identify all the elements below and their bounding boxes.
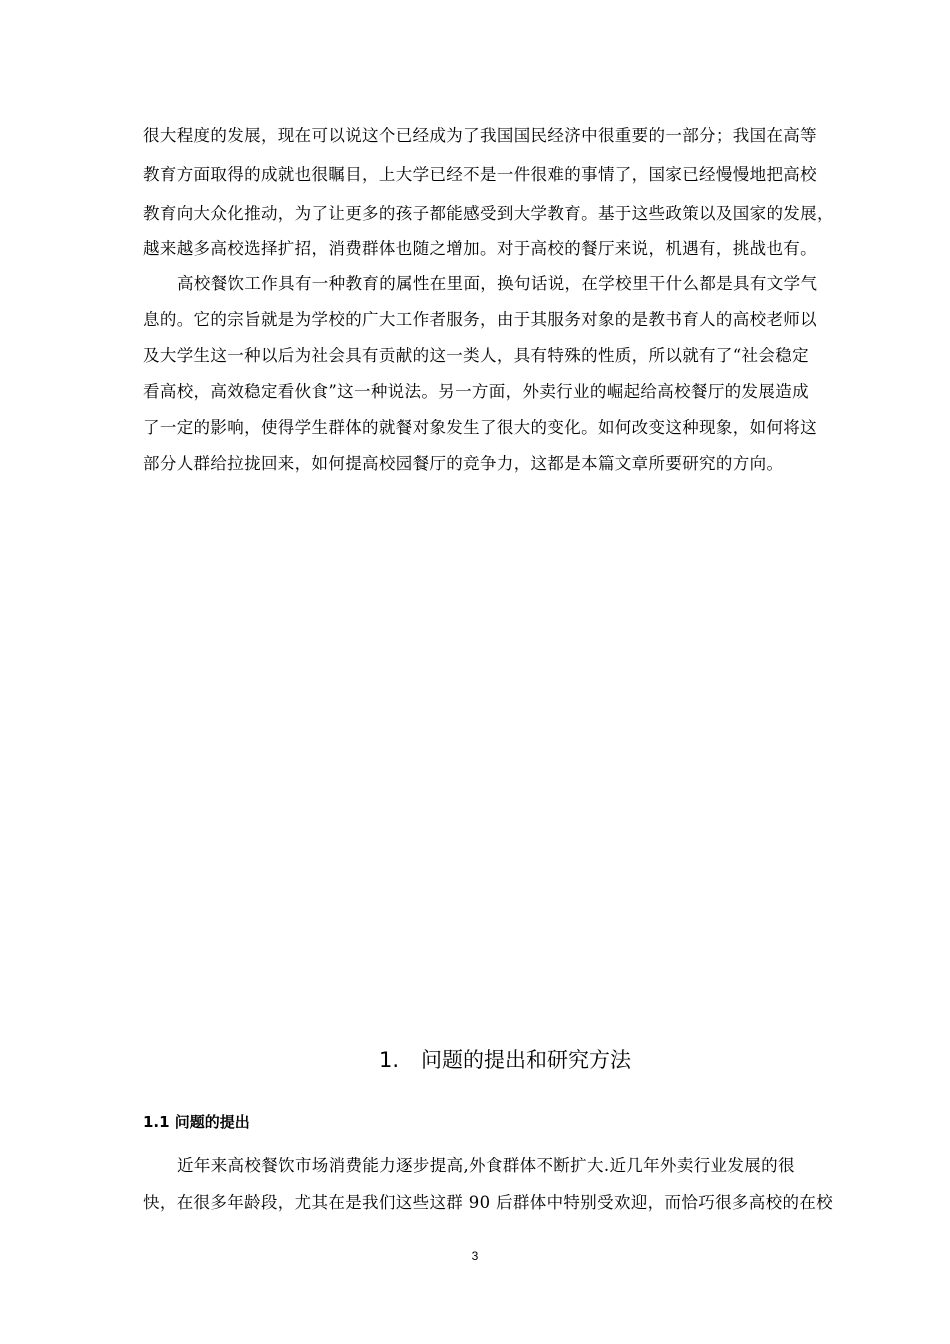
page-number: 3 [471,1249,479,1263]
paragraph-3-line: 近年来高校餐饮市场消费能力逐步提高,外食群体不断扩大.近几年外卖行业发展的很 [177,1156,795,1175]
paragraph-3-line: 快，在很多年龄段，尤其在是我们这些这群 90 后群体中特别受欢迎，而恰巧很多高校的在校 [143,1193,834,1212]
paragraph-2-line: 看高校，高效稳定看伙食”这一种说法。另一方面，外卖行业的崛起给高校餐厅的发展造成 [143,382,809,401]
paragraph-1-line: 越来越多高校选择扩招，消费群体也随之增加。对于高校的餐厅来说，机遇有，挑战也有。 [143,239,817,258]
section-title-text: 问题的提出和研究方法 [421,1048,632,1072]
paragraph-2-line: 及大学生这一种以后为社会具有贡献的这一类人，具有特殊的性质，所以就有了“社会稳定 [143,346,809,365]
paragraph-2-line: 高校餐饮工作具有一种教育的属性在里面，换句话说，在学校里干什么都是具有文学气 [177,274,818,293]
paragraph-2-line: 部分人群给拉拢回来，如何提高校园餐厅的竞争力，这都是本篇文章所要研究的方向。 [143,454,784,473]
section-heading [0,1046,950,1074]
paragraph-1-line: 教育方面取得的成就也很瞩目，上大学已经不是一件很难的事情了，国家已经慢慢地把高校 [143,165,817,184]
paragraph-2-line: 了一定的影响，使得学生群体的就餐对象发生了很大的变化。如何改变这种现象，如何将这 [143,418,817,437]
section-number: 1. [378,1048,400,1072]
paragraph-1-line: 很大程度的发展，现在可以说这个已经成为了我国国民经济中很重要的一部分；我国在高等 [143,126,817,145]
paragraph-2-line: 息的。它的宗旨就是为学校的广大工作者服务，由于其服务对象的是教书育人的高校老师以 [143,310,817,329]
subsection-heading: 1.1 问题的提出 [143,1113,250,1131]
paragraph-1-line: 教育向大众化推动，为了让更多的孩子都能感受到大学教育。基于这些政策以及国家的发展， [143,204,834,223]
